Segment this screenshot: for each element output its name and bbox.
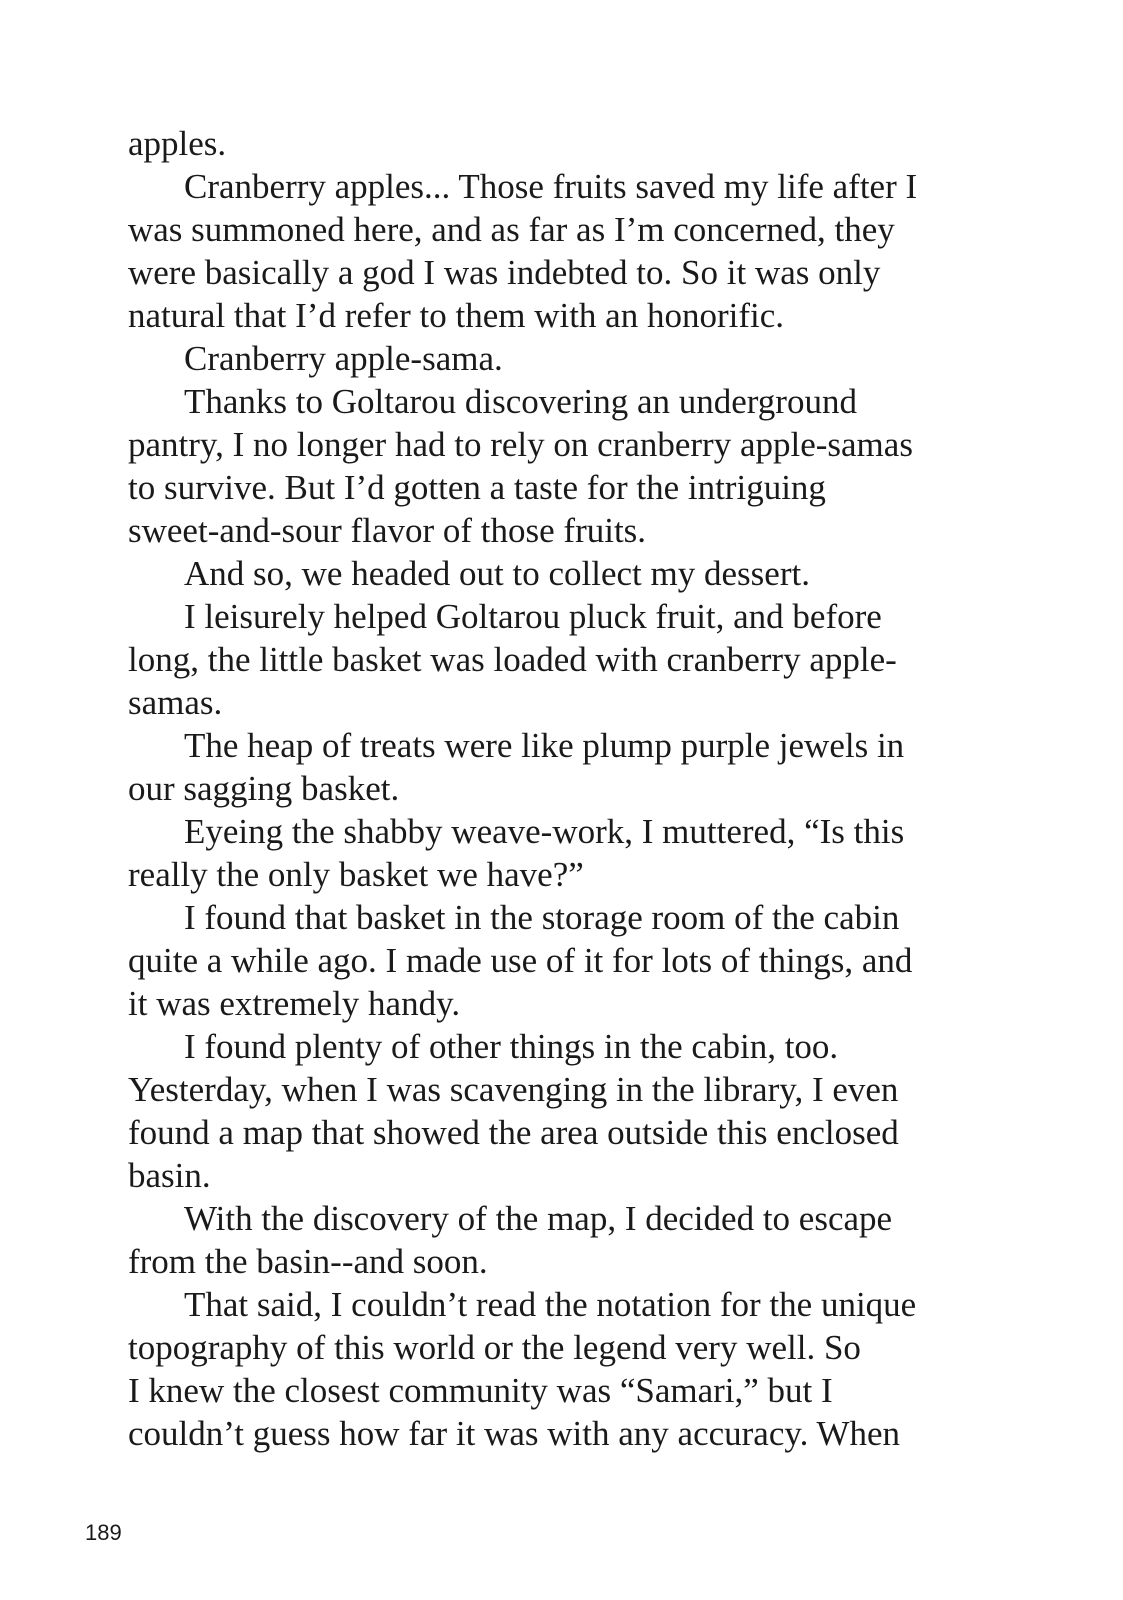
text-line: samas.	[128, 683, 223, 722]
text-line: That said, I couldn’t read the notation for the unique	[184, 1285, 917, 1324]
text-line: couldn’t guess how far it was with any accuracy. When	[128, 1414, 901, 1453]
text-line: And so, we headed out to collect my dessert.	[184, 554, 810, 593]
text-line: Cranberry apple-sama.	[184, 339, 503, 378]
text-line: I knew the closest community was “Samari,” but I	[128, 1371, 833, 1410]
text-line: natural that I’d refer to them with an honorific.	[128, 296, 785, 335]
text-line: I leisurely helped Goltarou pluck fruit, and before	[184, 597, 882, 636]
text-line: The heap of treats were like plump purple jewels in	[184, 726, 905, 765]
text-line: sweet-and-sour flavor of those fruits.	[128, 511, 647, 550]
text-line: topography of this world or the legend very well. So	[128, 1328, 861, 1367]
text-line: to survive. But I’d gotten a taste for the intriguing	[128, 468, 826, 507]
body-text	[128, 122, 988, 1455]
text-line: Thanks to Goltarou discovering an underground	[184, 382, 857, 421]
text-line: apples.	[128, 124, 227, 163]
text-line: it was extremely handy.	[128, 984, 461, 1023]
text-line: were basically a god I was indebted to. So it was only	[128, 253, 881, 292]
text-line: basin.	[128, 1156, 211, 1195]
text-line: really the only basket we have?”	[128, 855, 584, 894]
text-line: long, the little basket was loaded with cranberry apple-	[128, 640, 897, 679]
text-line: I found that basket in the storage room of the cabin	[184, 898, 900, 937]
text-line: With the discovery of the map, I decided to escape	[184, 1199, 893, 1238]
text-line: found a map that showed the area outside this enclosed	[128, 1113, 899, 1152]
text-line: from the basin--and soon.	[128, 1242, 488, 1281]
text-line: pantry, I no longer had to rely on cranberry apple-samas	[128, 425, 913, 464]
text-line: our sagging basket.	[128, 769, 400, 808]
text-line: Yesterday, when I was scavenging in the library, I even	[128, 1070, 899, 1109]
text-line: quite a while ago. I made use of it for lots of things, and	[128, 941, 913, 980]
page-number: 189	[85, 1520, 122, 1545]
text-line: Cranberry apples... Those fruits saved my life after I	[184, 167, 918, 206]
text-line: I found plenty of other things in the cabin, too.	[184, 1027, 839, 1066]
text-line: Eyeing the shabby weave-work, I muttered, “Is this	[184, 812, 905, 851]
text-line: was summoned here, and as far as I’m concerned, they	[128, 210, 895, 249]
